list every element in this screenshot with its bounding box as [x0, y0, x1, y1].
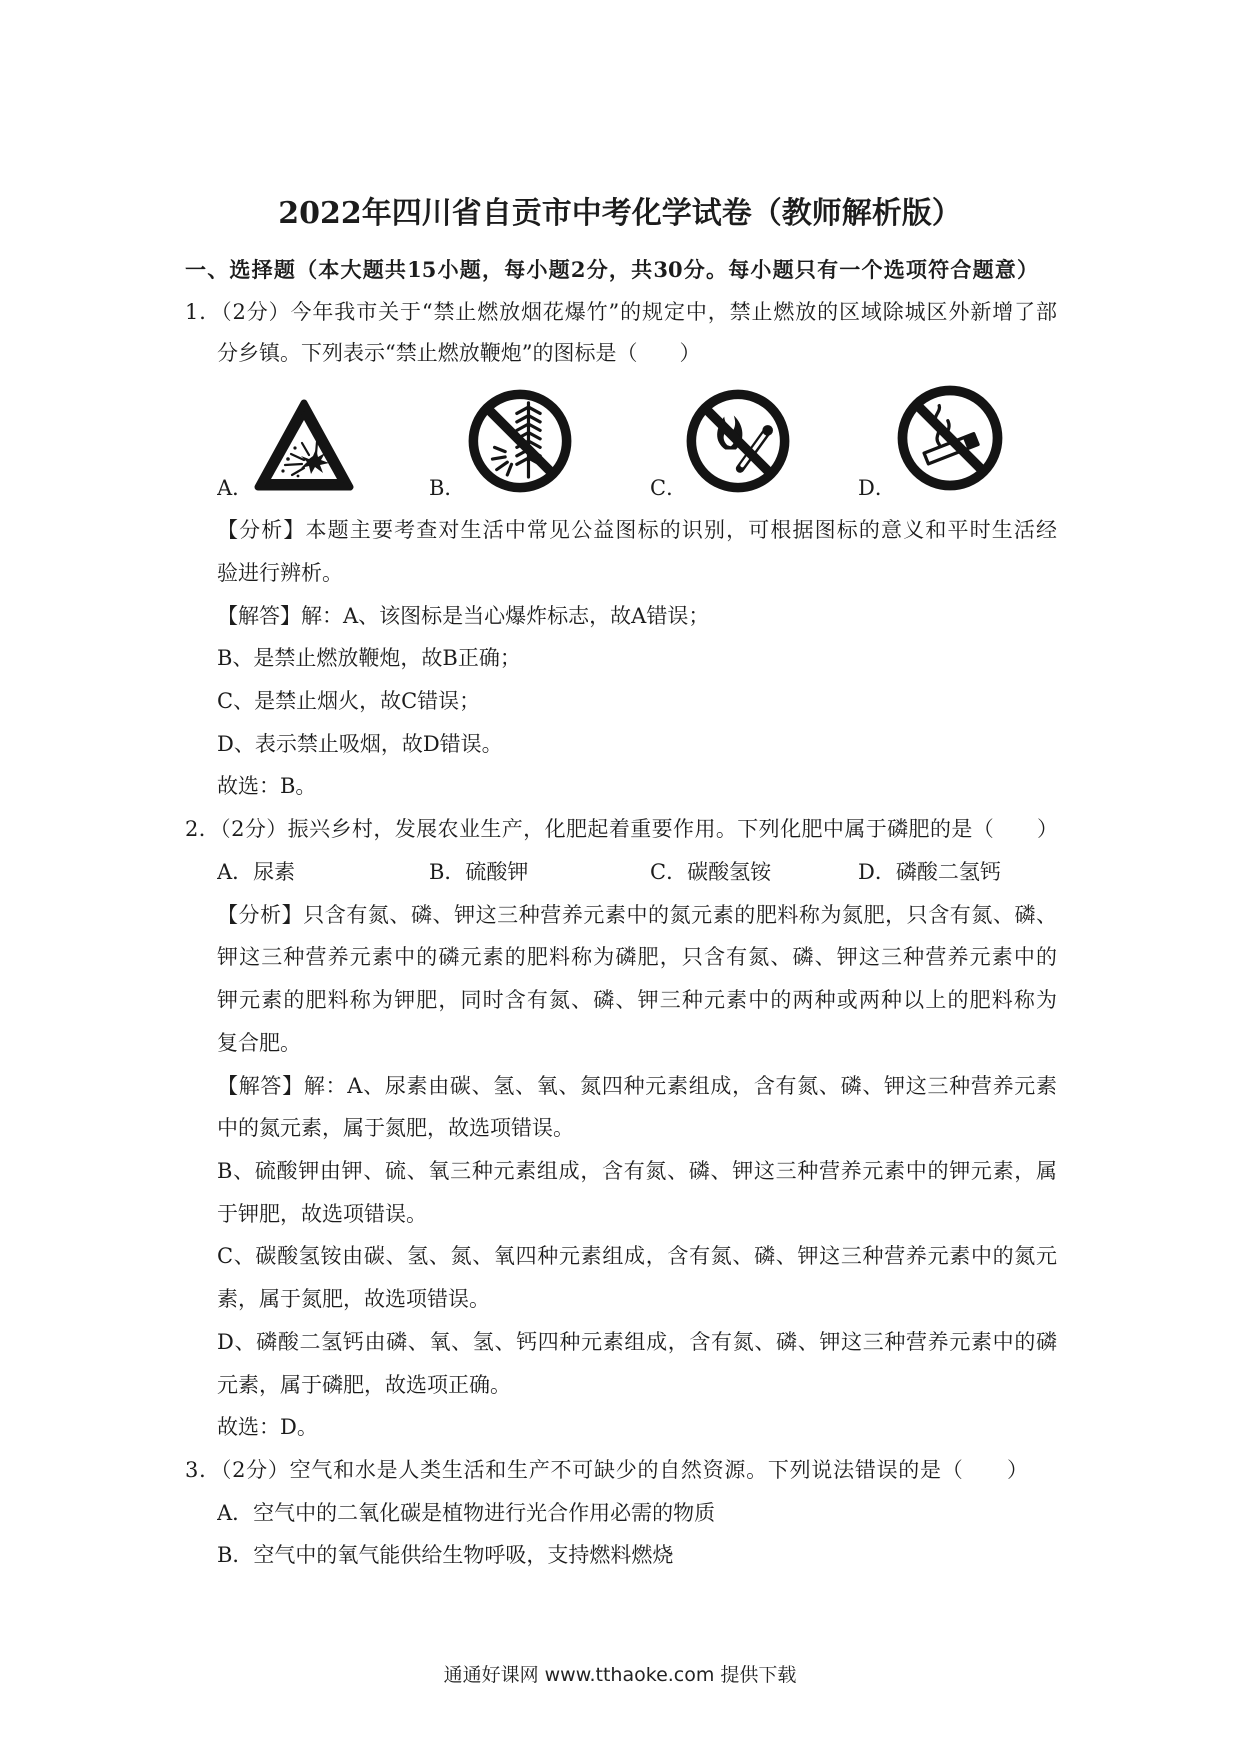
q1-analysis-line: 验进行辨析。	[217, 561, 343, 585]
q2-answer-line: 中的氮元素，属于氮肥，故选项错误。	[217, 1116, 574, 1140]
no-smoking-icon	[896, 384, 1004, 492]
q1-option-label-b: B．	[429, 476, 466, 500]
q2-answer-line: D、磷酸二氢钙由磷、氧、氢、钙四种元素组成，含有氮、磷、钾这三种营养元素中的磷	[217, 1330, 1057, 1354]
q2-answer-line: 【解答】解：A、尿素由碳、氢、氧、氮四种元素组成，含有氮、磷、钾这三种营养元素	[217, 1074, 1057, 1098]
q3-stem: 3．（2分）空气和水是人类生活和生产不可缺少的自然资源。下列说法错误的是（ ）	[185, 1458, 1028, 1482]
q3-option-a: A．空气中的二氧化碳是植物进行光合作用必需的物质	[217, 1501, 716, 1525]
q1-stem-line: 分乡镇。下列表示“禁止燃放鞭炮”的图标是（ ）	[217, 341, 701, 365]
q2-analysis-line: 复合肥。	[217, 1031, 301, 1055]
q1-option-label-c: C．	[650, 476, 688, 500]
page-footer: 通通好课网 www.tthaoke.com 提供下载	[443, 1664, 797, 1686]
q2-analysis-line: 钾这三种营养元素中的磷元素的肥料称为磷肥，只含有氮、磷、钾这三种营养元素中的	[217, 945, 1057, 969]
q1-choice: 故选：B。	[217, 774, 317, 798]
q1-option-label-a: A．	[217, 476, 254, 500]
no-open-flame-icon	[685, 388, 791, 494]
no-firecrackers-icon	[467, 388, 573, 494]
page-title: 2022年四川省自贡市中考化学试卷（教师解析版）	[278, 196, 962, 231]
q1-answer-line: C、是禁止烟火，故C错误；	[217, 689, 481, 713]
q2-option-c: C．碳酸氢铵	[650, 860, 772, 884]
q2-option-d: D．磷酸二氢钙	[858, 860, 1001, 884]
q2-answer-line: 元素，属于磷肥，故选项正确。	[217, 1373, 511, 1397]
q1-answer-line: B、是禁止燃放鞭炮，故B正确；	[217, 646, 521, 670]
q2-choice: 故选：D。	[217, 1415, 318, 1439]
q2-stem: 2．（2分）振兴乡村，发展农业生产，化肥起着重要作用。下列化肥中属于磷肥的是（ ）	[185, 817, 1058, 841]
q2-option-a: A．尿素	[217, 860, 296, 884]
section-heading: 一、选择题（本大题共15小题，每小题2分，共30分。每小题只有一个选项符合题意）	[185, 257, 1038, 282]
q1-analysis-line: 【分析】本题主要考查对生活中常见公益图标的识别，可根据图标的意义和平时生活经	[217, 518, 1057, 542]
q2-answer-line: B、硫酸钾由钾、硫、氧三种元素组成，含有氮、磷、钾这三种营养元素中的钾元素，属	[217, 1159, 1057, 1183]
explosion-warning-icon	[254, 398, 354, 496]
q2-answer-line: C、碳酸氢铵由碳、氢、氮、氧四种元素组成，含有氮、磷、钾这三种营养元素中的氮元	[217, 1244, 1057, 1268]
q2-analysis-line: 【分析】只含有氮、磷、钾这三种营养元素中的氮元素的肥料称为氮肥，只含有氮、磷、	[217, 903, 1057, 927]
q3-option-b: B．空气中的氧气能供给生物呼吸，支持燃料燃烧	[217, 1543, 674, 1567]
q2-answer-line: 素，属于氮肥，故选项错误。	[217, 1287, 490, 1311]
q1-stem-line: 1．（2分）今年我市关于“禁止燃放烟花爆竹”的规定中，禁止燃放的区域除城区外新增了部	[185, 300, 1057, 324]
q2-analysis-line: 钾元素的肥料称为钾肥，同时含有氮、磷、钾三种元素中的两种或两种以上的肥料称为	[217, 988, 1057, 1012]
q1-answer-line: D、表示禁止吸烟，故D错误。	[217, 732, 503, 756]
q2-option-b: B．硫酸钾	[429, 860, 529, 884]
q1-option-label-d: D．	[858, 476, 896, 500]
q1-answer-line: 【解答】解：A、该图标是当心爆炸标志，故A错误；	[217, 604, 710, 628]
q2-answer-line: 于钾肥，故选项错误。	[217, 1202, 427, 1226]
